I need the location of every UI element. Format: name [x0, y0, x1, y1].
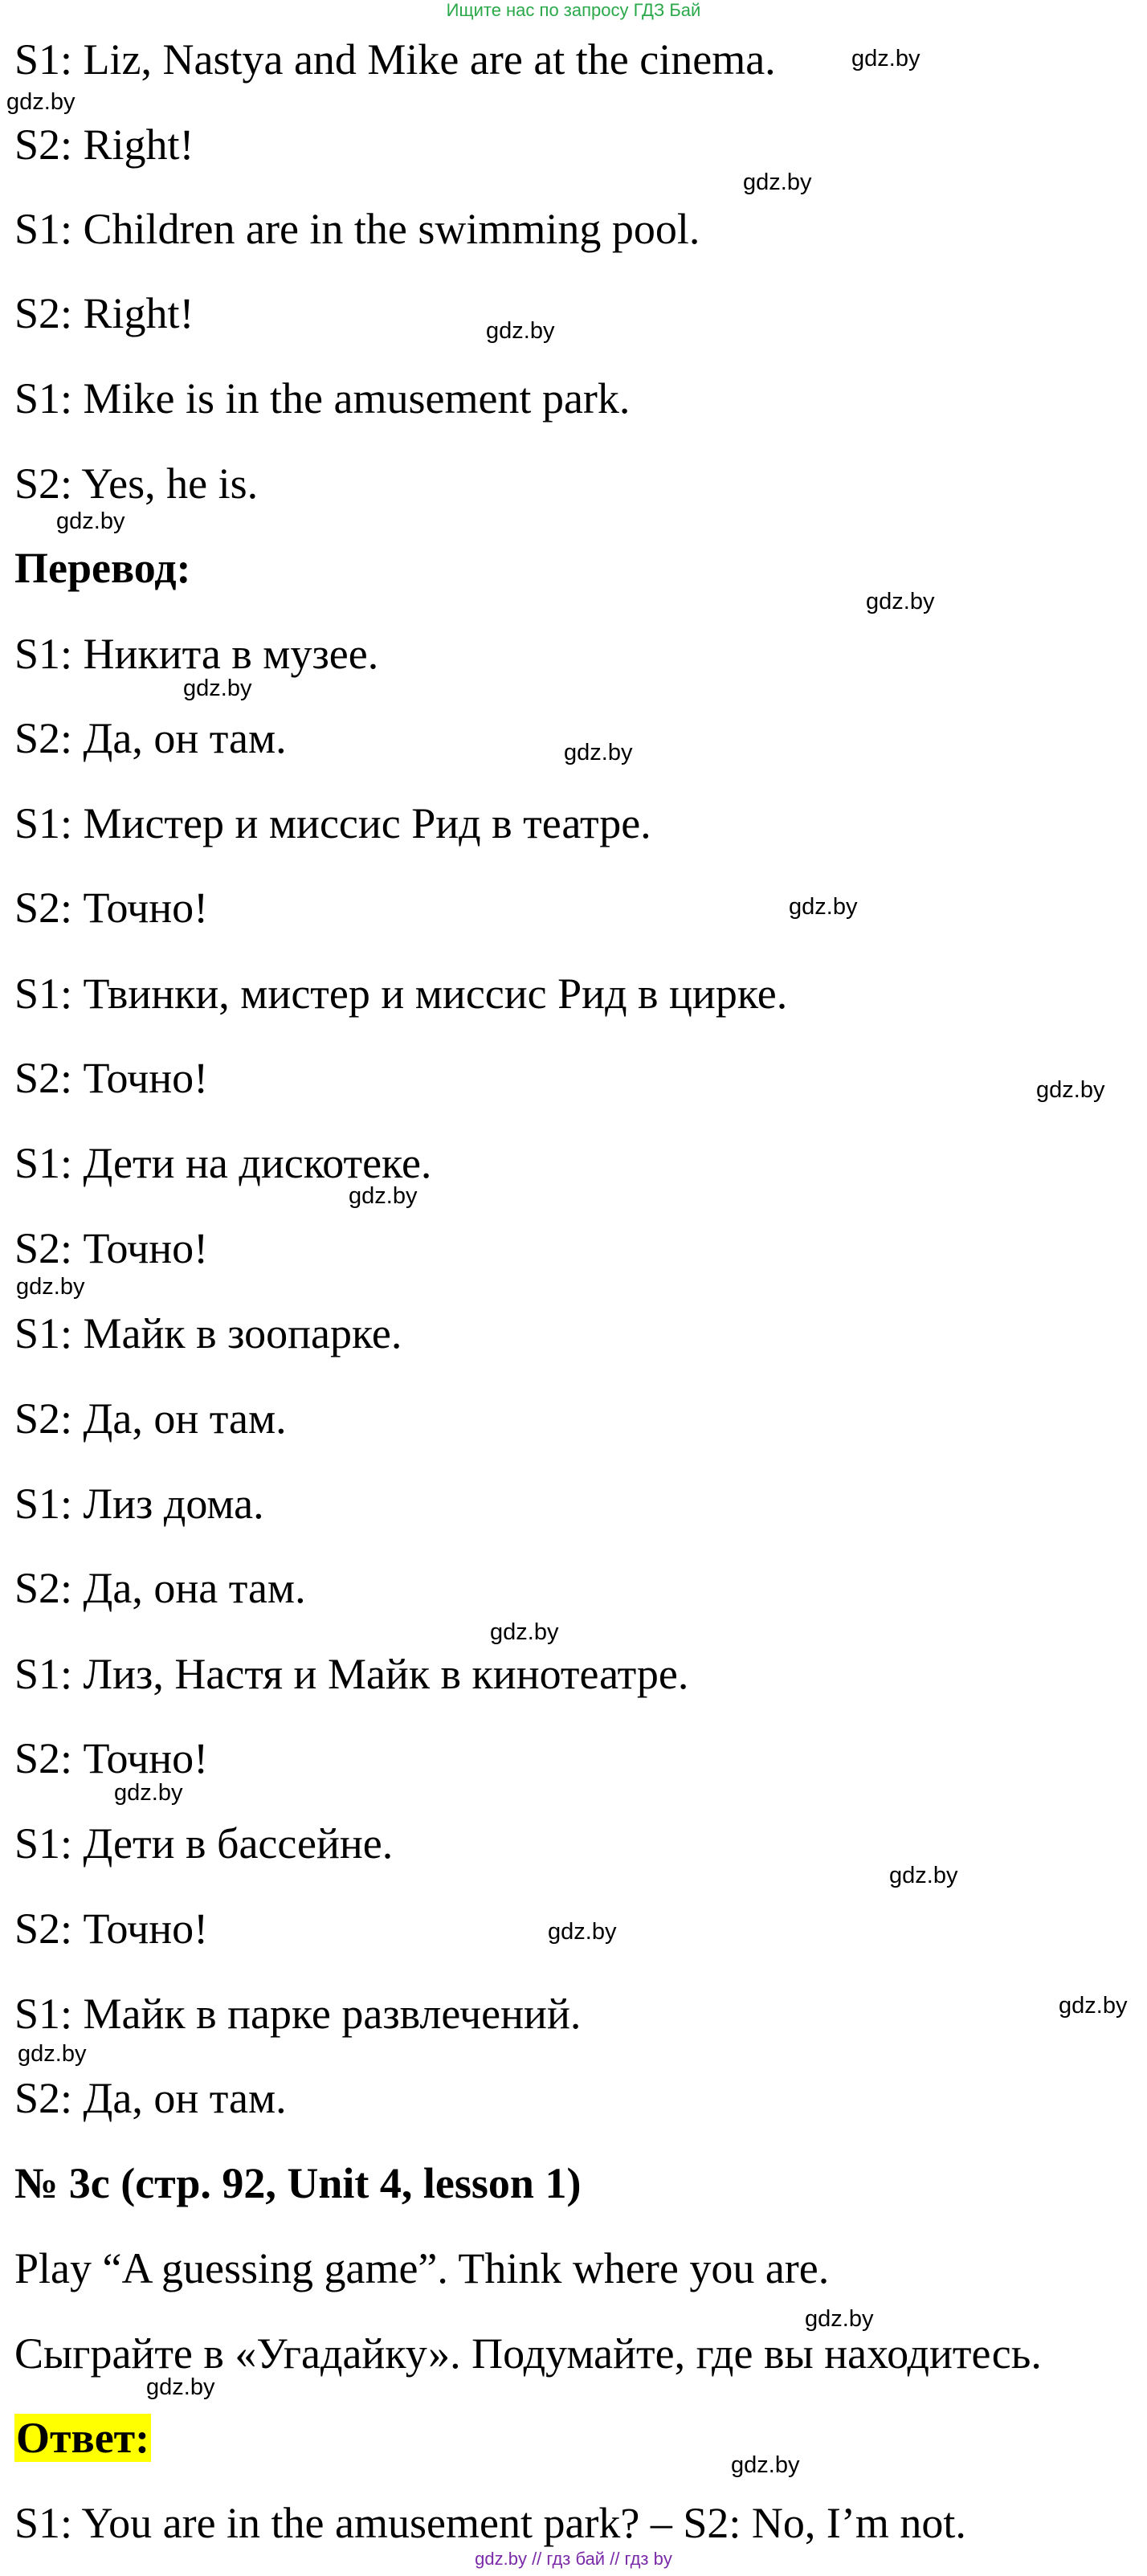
- answer-label: Ответ:: [16, 2414, 150, 2462]
- text-line: S1: Майк в зоопарке.: [14, 1309, 402, 1357]
- section-heading: Перевод:: [14, 544, 191, 592]
- text-line: S2: Точно!: [14, 1224, 209, 1272]
- text-line: S2: Точно!: [14, 1904, 209, 1953]
- watermark: gdz.by: [851, 46, 920, 71]
- text-line: S1: Мистер и миссис Рид в театре.: [14, 799, 651, 847]
- watermark: gdz.by: [731, 2452, 800, 2478]
- text-line: S1: Children are in the swimming pool.: [14, 205, 700, 253]
- text-line: S1: Mike is in the amusement park.: [14, 374, 631, 423]
- watermark: gdz.by: [548, 1919, 617, 1945]
- watermark: gdz.by: [743, 169, 812, 195]
- text-line: S2: Точно!: [14, 884, 209, 932]
- text-line: S2: Да, он там.: [14, 2074, 287, 2122]
- text-line: S2: Точно!: [14, 1054, 209, 1102]
- text-line: S1: Майк в парке развлечений.: [14, 1990, 582, 2038]
- task-translation: Сыграйте в «Угадайку». Подумайте, где вы находитесь.: [14, 2329, 1042, 2378]
- text-line: S2: Да, она там.: [14, 1564, 306, 1612]
- top-banner[interactable]: Ищите нас по запросу ГДЗ Бай: [446, 0, 701, 20]
- watermark: gdz.by: [789, 894, 858, 920]
- watermark: gdz.by: [6, 89, 76, 115]
- watermark: gdz.by: [486, 318, 555, 344]
- watermark: gdz.by: [490, 1619, 559, 1645]
- watermark: gdz.by: [1059, 1993, 1128, 2019]
- watermark: gdz.by: [183, 676, 252, 701]
- answer-line: [14, 2414, 151, 2462]
- exercise-heading: № 3c (стр. 92, Unit 4, lesson 1): [14, 2159, 582, 2207]
- task-text: Play “A guessing game”. Think where you are.: [14, 2244, 830, 2292]
- watermark: gdz.by: [1036, 1077, 1105, 1103]
- watermark: gdz.by: [889, 1863, 958, 1888]
- text-line: S2: Right!: [14, 289, 194, 337]
- text-line: S2: Да, он там.: [14, 714, 287, 762]
- watermark: gdz.by: [16, 1274, 85, 1300]
- watermark: gdz.by: [349, 1183, 418, 1209]
- watermark: gdz.by: [56, 508, 125, 534]
- text-line: S1: Лиз, Настя и Майк в кинотеатре.: [14, 1650, 689, 1698]
- text-line: S2: Yes, he is.: [14, 459, 259, 508]
- footer-links[interactable]: gdz.by // гдз бай // гдз by: [475, 2549, 672, 2569]
- watermark: gdz.by: [564, 740, 633, 765]
- text-line: S1: Дети на дискотеке.: [14, 1139, 432, 1187]
- watermark: gdz.by: [805, 2306, 874, 2332]
- watermark: gdz.by: [18, 2041, 87, 2067]
- watermark: gdz.by: [146, 2374, 215, 2400]
- text-line: S1: Никита в музее.: [14, 630, 379, 678]
- watermark: gdz.by: [114, 1780, 183, 1806]
- text-line: S2: Точно!: [14, 1734, 209, 1782]
- text-line: S1: You are in the amusement park? – S2: No, I’m not.: [14, 2499, 966, 2547]
- text-line: S1: Твинки, мистер и миссис Рид в цирке.: [14, 970, 788, 1018]
- text-line: S1: Liz, Nastya and Mike are at the cinema.: [14, 35, 776, 84]
- text-line: S1: Дети в бассейне.: [14, 1819, 394, 1868]
- text-line: S1: Лиз дома.: [14, 1480, 264, 1528]
- text-line: S2: Да, он там.: [14, 1394, 287, 1443]
- text-line: S2: Right!: [14, 120, 194, 169]
- watermark: gdz.by: [866, 589, 935, 614]
